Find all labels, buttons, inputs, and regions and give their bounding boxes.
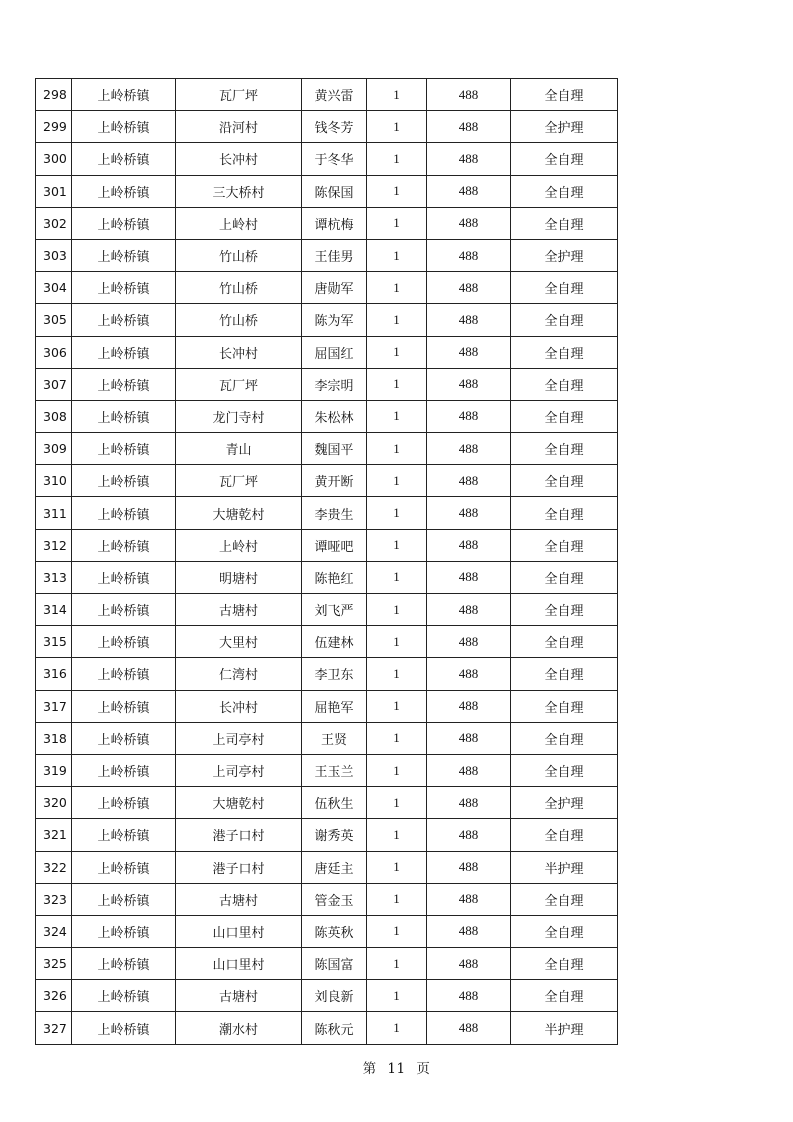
cell-town: 上岭桥镇 (72, 594, 176, 626)
cell-village: 竹山桥 (176, 239, 302, 271)
cell-number: 313 (36, 561, 72, 593)
cell-town: 上岭桥镇 (72, 79, 176, 111)
cell-care-type: 全自理 (511, 207, 618, 239)
cell-amount: 488 (427, 272, 511, 304)
cell-number: 303 (36, 239, 72, 271)
cell-amount: 488 (427, 948, 511, 980)
cell-number: 321 (36, 819, 72, 851)
cell-village: 古塘村 (176, 883, 302, 915)
table-row (36, 400, 618, 432)
cell-village: 潮水村 (176, 1012, 302, 1044)
cell-village: 长冲村 (176, 336, 302, 368)
cell-number: 298 (36, 79, 72, 111)
cell-name: 唐廷主 (302, 851, 367, 883)
cell-town: 上岭桥镇 (72, 851, 176, 883)
cell-count: 1 (367, 787, 427, 819)
cell-village: 山口里村 (176, 948, 302, 980)
table-row (36, 529, 618, 561)
cell-name: 陈为军 (302, 304, 367, 336)
cell-town: 上岭桥镇 (72, 948, 176, 980)
cell-care-type: 全护理 (511, 787, 618, 819)
cell-number: 302 (36, 207, 72, 239)
cell-village: 山口里村 (176, 915, 302, 947)
cell-name: 谭哑吧 (302, 529, 367, 561)
cell-village: 明塘村 (176, 561, 302, 593)
cell-count: 1 (367, 143, 427, 175)
cell-count: 1 (367, 465, 427, 497)
cell-name: 陈保国 (302, 175, 367, 207)
cell-number: 308 (36, 400, 72, 432)
cell-amount: 488 (427, 658, 511, 690)
cell-count: 1 (367, 336, 427, 368)
cell-name: 屈国红 (302, 336, 367, 368)
cell-town: 上岭桥镇 (72, 272, 176, 304)
cell-amount: 488 (427, 207, 511, 239)
cell-number: 327 (36, 1012, 72, 1044)
cell-number: 315 (36, 626, 72, 658)
cell-amount: 488 (427, 368, 511, 400)
cell-name: 谭杭梅 (302, 207, 367, 239)
cell-care-type: 全自理 (511, 819, 618, 851)
cell-village: 仁湾村 (176, 658, 302, 690)
cell-care-type: 全自理 (511, 626, 618, 658)
roster-table (35, 78, 618, 1045)
table-row (36, 143, 618, 175)
cell-village: 竹山桥 (176, 272, 302, 304)
cell-name: 陈艳红 (302, 561, 367, 593)
table-row (36, 497, 618, 529)
cell-name: 刘飞严 (302, 594, 367, 626)
cell-number: 305 (36, 304, 72, 336)
cell-care-type: 全自理 (511, 948, 618, 980)
cell-name: 刘良新 (302, 980, 367, 1012)
cell-village: 三大桥村 (176, 175, 302, 207)
cell-count: 1 (367, 658, 427, 690)
cell-count: 1 (367, 304, 427, 336)
cell-count: 1 (367, 626, 427, 658)
cell-count: 1 (367, 368, 427, 400)
cell-amount: 488 (427, 497, 511, 529)
table-row (36, 207, 618, 239)
cell-name: 陈英秋 (302, 915, 367, 947)
cell-count: 1 (367, 497, 427, 529)
table-row (36, 690, 618, 722)
page-prefix: 第 (362, 1061, 377, 1077)
cell-name: 谢秀英 (302, 819, 367, 851)
cell-care-type: 全自理 (511, 304, 618, 336)
cell-name: 唐勋军 (302, 272, 367, 304)
cell-town: 上岭桥镇 (72, 915, 176, 947)
cell-number: 317 (36, 690, 72, 722)
cell-amount: 488 (427, 883, 511, 915)
cell-care-type: 全自理 (511, 690, 618, 722)
cell-number: 301 (36, 175, 72, 207)
cell-count: 1 (367, 529, 427, 561)
cell-care-type: 全自理 (511, 883, 618, 915)
cell-town: 上岭桥镇 (72, 561, 176, 593)
table-row (36, 915, 618, 947)
cell-care-type: 全护理 (511, 111, 618, 143)
cell-name: 李卫东 (302, 658, 367, 690)
cell-care-type: 全自理 (511, 980, 618, 1012)
cell-amount: 488 (427, 915, 511, 947)
cell-amount: 488 (427, 79, 511, 111)
cell-amount: 488 (427, 626, 511, 658)
cell-amount: 488 (427, 1012, 511, 1044)
cell-village: 古塘村 (176, 980, 302, 1012)
cell-village: 沿河村 (176, 111, 302, 143)
table-row (36, 239, 618, 271)
cell-town: 上岭桥镇 (72, 304, 176, 336)
cell-number: 326 (36, 980, 72, 1012)
table-row (36, 561, 618, 593)
cell-name: 王贤 (302, 722, 367, 754)
table-row (36, 948, 618, 980)
table-row (36, 175, 618, 207)
cell-name: 魏国平 (302, 433, 367, 465)
table-row (36, 787, 618, 819)
cell-care-type: 全自理 (511, 368, 618, 400)
cell-name: 王玉兰 (302, 754, 367, 786)
cell-name: 黄兴雷 (302, 79, 367, 111)
cell-count: 1 (367, 433, 427, 465)
table-row (36, 304, 618, 336)
cell-number: 312 (36, 529, 72, 561)
cell-town: 上岭桥镇 (72, 336, 176, 368)
cell-number: 306 (36, 336, 72, 368)
cell-care-type: 全自理 (511, 915, 618, 947)
cell-amount: 488 (427, 754, 511, 786)
cell-number: 323 (36, 883, 72, 915)
cell-number: 320 (36, 787, 72, 819)
cell-amount: 488 (427, 819, 511, 851)
cell-care-type: 全自理 (511, 175, 618, 207)
cell-care-type: 全自理 (511, 594, 618, 626)
cell-number: 324 (36, 915, 72, 947)
cell-number: 310 (36, 465, 72, 497)
cell-town: 上岭桥镇 (72, 368, 176, 400)
cell-town: 上岭桥镇 (72, 883, 176, 915)
cell-town: 上岭桥镇 (72, 465, 176, 497)
cell-care-type: 半护理 (511, 1012, 618, 1044)
cell-village: 龙门寺村 (176, 400, 302, 432)
cell-amount: 488 (427, 175, 511, 207)
cell-village: 长冲村 (176, 143, 302, 175)
cell-village: 青山 (176, 433, 302, 465)
cell-town: 上岭桥镇 (72, 690, 176, 722)
cell-care-type: 全自理 (511, 336, 618, 368)
table-row (36, 272, 618, 304)
cell-amount: 488 (427, 239, 511, 271)
cell-count: 1 (367, 851, 427, 883)
cell-number: 314 (36, 594, 72, 626)
cell-name: 钱冬芳 (302, 111, 367, 143)
cell-town: 上岭桥镇 (72, 207, 176, 239)
cell-number: 325 (36, 948, 72, 980)
table-row (36, 980, 618, 1012)
cell-number: 322 (36, 851, 72, 883)
cell-count: 1 (367, 883, 427, 915)
cell-care-type: 全自理 (511, 658, 618, 690)
cell-town: 上岭桥镇 (72, 787, 176, 819)
table-row (36, 79, 618, 111)
cell-town: 上岭桥镇 (72, 111, 176, 143)
cell-village: 上岭村 (176, 529, 302, 561)
cell-count: 1 (367, 79, 427, 111)
cell-count: 1 (367, 980, 427, 1012)
cell-care-type: 全自理 (511, 79, 618, 111)
cell-amount: 488 (427, 400, 511, 432)
cell-amount: 488 (427, 561, 511, 593)
cell-care-type: 全自理 (511, 722, 618, 754)
cell-amount: 488 (427, 529, 511, 561)
cell-amount: 488 (427, 722, 511, 754)
cell-care-type: 全自理 (511, 529, 618, 561)
cell-town: 上岭桥镇 (72, 175, 176, 207)
cell-town: 上岭桥镇 (72, 626, 176, 658)
cell-town: 上岭桥镇 (72, 722, 176, 754)
cell-count: 1 (367, 754, 427, 786)
cell-name: 黄开断 (302, 465, 367, 497)
table-row (36, 754, 618, 786)
cell-amount: 488 (427, 465, 511, 497)
cell-town: 上岭桥镇 (72, 239, 176, 271)
cell-number: 299 (36, 111, 72, 143)
table-row (36, 1012, 618, 1044)
cell-number: 311 (36, 497, 72, 529)
cell-count: 1 (367, 239, 427, 271)
cell-amount: 488 (427, 851, 511, 883)
cell-care-type: 全自理 (511, 272, 618, 304)
cell-town: 上岭桥镇 (72, 400, 176, 432)
cell-name: 李贵生 (302, 497, 367, 529)
cell-number: 309 (36, 433, 72, 465)
cell-care-type: 全自理 (511, 497, 618, 529)
cell-village: 古塘村 (176, 594, 302, 626)
cell-number: 319 (36, 754, 72, 786)
cell-village: 大里村 (176, 626, 302, 658)
cell-count: 1 (367, 111, 427, 143)
cell-name: 管金玉 (302, 883, 367, 915)
cell-amount: 488 (427, 143, 511, 175)
cell-name: 陈国富 (302, 948, 367, 980)
cell-count: 1 (367, 948, 427, 980)
cell-number: 307 (36, 368, 72, 400)
cell-name: 王佳男 (302, 239, 367, 271)
table-row (36, 722, 618, 754)
cell-amount: 488 (427, 594, 511, 626)
cell-count: 1 (367, 690, 427, 722)
table-row (36, 883, 618, 915)
cell-town: 上岭桥镇 (72, 497, 176, 529)
cell-town: 上岭桥镇 (72, 754, 176, 786)
cell-name: 陈秋元 (302, 1012, 367, 1044)
cell-village: 瓦厂坪 (176, 465, 302, 497)
cell-village: 瓦厂坪 (176, 79, 302, 111)
cell-name: 于冬华 (302, 143, 367, 175)
page-footer (0, 1057, 793, 1077)
cell-amount: 488 (427, 433, 511, 465)
table-row (36, 465, 618, 497)
cell-village: 大塘乾村 (176, 497, 302, 529)
cell-village: 港子口村 (176, 851, 302, 883)
cell-number: 300 (36, 143, 72, 175)
cell-number: 316 (36, 658, 72, 690)
cell-name: 屈艳军 (302, 690, 367, 722)
cell-amount: 488 (427, 787, 511, 819)
cell-amount: 488 (427, 690, 511, 722)
cell-town: 上岭桥镇 (72, 433, 176, 465)
cell-count: 1 (367, 175, 427, 207)
cell-town: 上岭桥镇 (72, 658, 176, 690)
cell-care-type: 全自理 (511, 143, 618, 175)
cell-care-type: 全自理 (511, 400, 618, 432)
cell-town: 上岭桥镇 (72, 143, 176, 175)
cell-count: 1 (367, 1012, 427, 1044)
cell-village: 瓦厂坪 (176, 368, 302, 400)
cell-count: 1 (367, 400, 427, 432)
cell-town: 上岭桥镇 (72, 980, 176, 1012)
cell-count: 1 (367, 272, 427, 304)
cell-village: 上司亭村 (176, 722, 302, 754)
page-suffix: 页 (416, 1061, 431, 1077)
table-row (36, 111, 618, 143)
cell-amount: 488 (427, 980, 511, 1012)
cell-name: 朱松林 (302, 400, 367, 432)
table-row (36, 819, 618, 851)
cell-care-type: 全自理 (511, 433, 618, 465)
table-row (36, 433, 618, 465)
cell-count: 1 (367, 915, 427, 947)
cell-count: 1 (367, 819, 427, 851)
cell-number: 304 (36, 272, 72, 304)
cell-village: 港子口村 (176, 819, 302, 851)
table-row (36, 368, 618, 400)
cell-name: 伍建林 (302, 626, 367, 658)
table-row (36, 594, 618, 626)
cell-town: 上岭桥镇 (72, 1012, 176, 1044)
cell-village: 上司亭村 (176, 754, 302, 786)
cell-amount: 488 (427, 304, 511, 336)
page-number: 11 (387, 1061, 406, 1077)
cell-count: 1 (367, 594, 427, 626)
table-body (36, 79, 618, 1045)
cell-count: 1 (367, 722, 427, 754)
cell-count: 1 (367, 561, 427, 593)
cell-care-type: 全自理 (511, 465, 618, 497)
cell-name: 伍秋生 (302, 787, 367, 819)
cell-town: 上岭桥镇 (72, 529, 176, 561)
cell-care-type: 全自理 (511, 561, 618, 593)
cell-town: 上岭桥镇 (72, 819, 176, 851)
cell-care-type: 全自理 (511, 754, 618, 786)
table-row (36, 658, 618, 690)
cell-village: 长冲村 (176, 690, 302, 722)
cell-count: 1 (367, 207, 427, 239)
cell-care-type: 全护理 (511, 239, 618, 271)
cell-village: 大塘乾村 (176, 787, 302, 819)
cell-amount: 488 (427, 336, 511, 368)
cell-number: 318 (36, 722, 72, 754)
cell-amount: 488 (427, 111, 511, 143)
table-row (36, 851, 618, 883)
table-row (36, 626, 618, 658)
cell-village: 竹山桥 (176, 304, 302, 336)
cell-care-type: 半护理 (511, 851, 618, 883)
cell-name: 李宗明 (302, 368, 367, 400)
cell-village: 上岭村 (176, 207, 302, 239)
table-row (36, 336, 618, 368)
